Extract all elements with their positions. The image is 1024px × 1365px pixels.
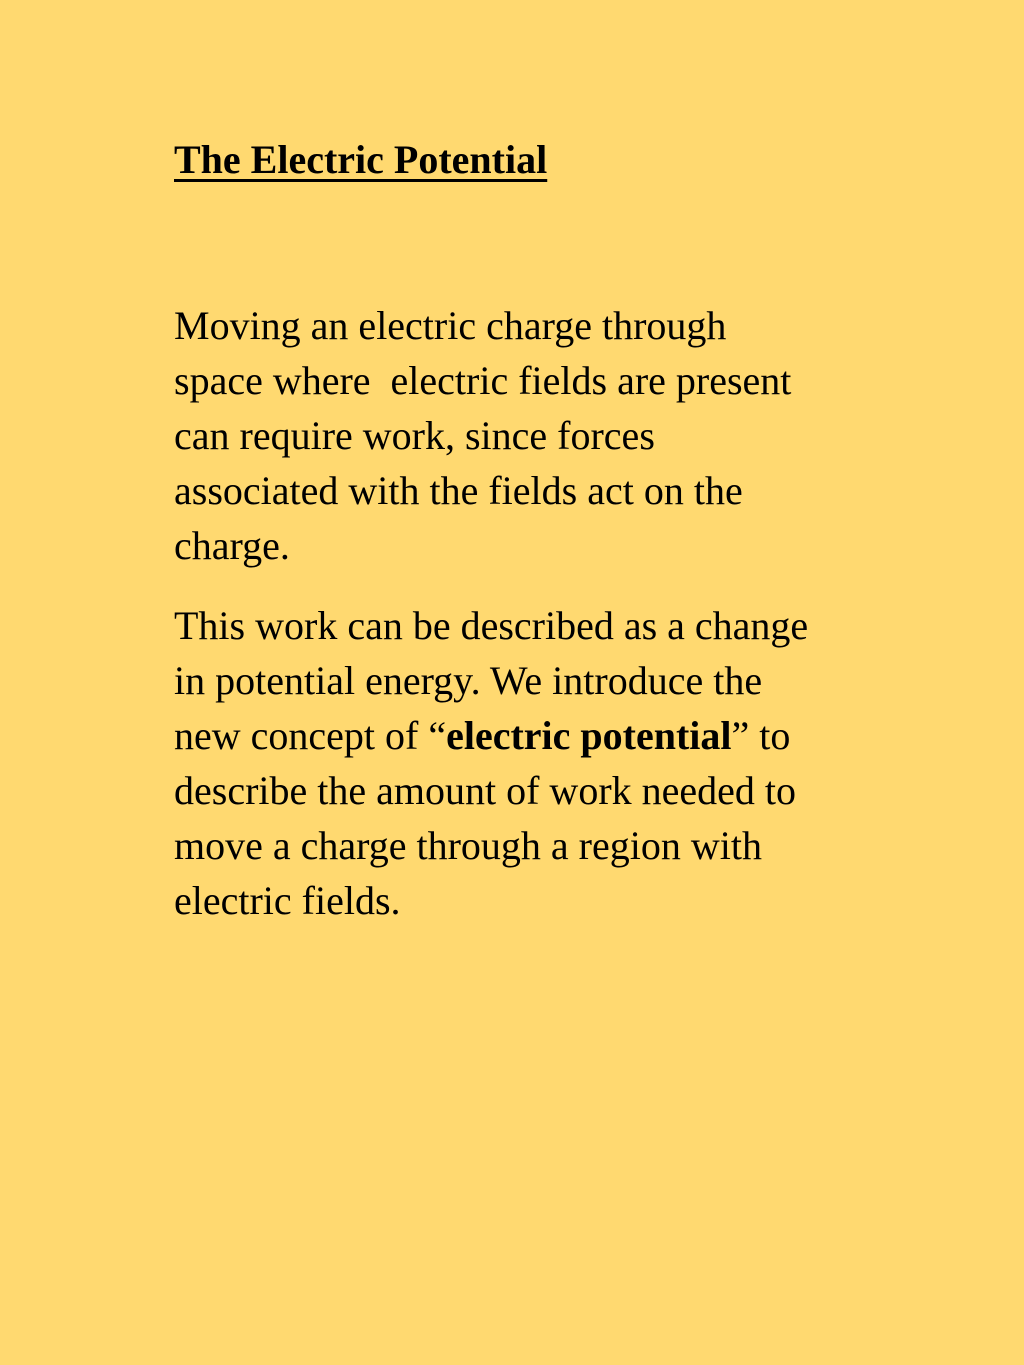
text-line: move a charge through a region with [174, 823, 762, 868]
text-line: describe the amount of work needed to [174, 768, 797, 813]
text-line: space where electric fields are present [174, 358, 792, 403]
text-line: electric fields. [174, 878, 401, 923]
text-line: charge. [174, 523, 290, 568]
paragraph-moving-charge [174, 298, 914, 573]
text-line: This work can be described as a change [174, 603, 809, 648]
text-line: in potential energy. We introduce the [174, 658, 763, 703]
text-line: can require work, since forces [174, 413, 655, 458]
emphasized-term: electric potential [446, 713, 732, 758]
paragraph-electric-potential [174, 598, 914, 928]
text-line: Moving an electric charge through [174, 303, 727, 348]
text-fragment: ” to [731, 713, 791, 758]
text-line-with-emphasis [174, 708, 914, 763]
text-fragment: new concept of “ [174, 713, 447, 758]
text-line: associated with the fields act on the [174, 468, 743, 513]
slide-title: The Electric Potential [174, 137, 548, 182]
